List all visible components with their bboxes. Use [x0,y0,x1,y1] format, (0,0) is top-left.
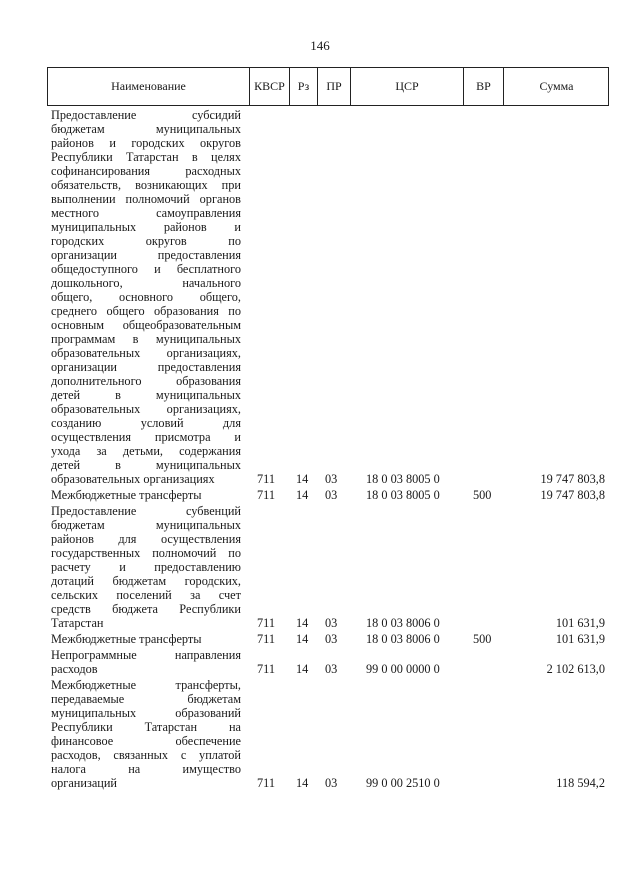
table-header [47,67,609,106]
row-name-line: обязательств, возникающих при [51,178,241,192]
row-name-line: Предоставление субвенций [51,504,241,518]
table-row [0,504,640,630]
row-pr: 03 [325,662,338,676]
table-row [0,648,640,676]
row-csr: 18 0 03 8006 0 [366,616,440,630]
header-name: Наименование [111,79,186,93]
row-name-line: Непрограммные направления [51,648,241,662]
row-name [51,632,241,646]
row-name-line: расчету и предоставлению [51,560,241,574]
table-row [0,108,640,486]
row-name-line: сельских поселений за счет [51,588,241,602]
row-kvsr: 711 [257,662,275,676]
row-pr: 03 [325,472,338,486]
row-csr: 99 0 00 0000 0 [366,662,440,676]
row-name-line: Межбюджетные трансферты, [51,678,241,692]
row-name-line: Республики Татарстан в целях [51,150,241,164]
row-name-line: Татарстан [51,616,104,630]
row-name-line: дополнительного образования [51,374,241,388]
row-name-line: программам в муниципальных [51,332,241,346]
row-vr: 500 [473,488,492,502]
row-vr: 500 [473,632,492,646]
row-name-line: образовательных организациях, [51,346,241,360]
row-rz: 14 [296,662,309,676]
row-kvsr: 711 [257,472,275,486]
row-name-line: расходов [51,662,98,676]
row-kvsr: 711 [257,488,275,502]
header-vr: ВР [463,68,503,105]
table-row [0,678,640,790]
row-name [51,504,241,630]
row-sum: 19 747 803,8 [540,472,605,486]
row-name [51,678,241,790]
row-name-line: местного самоуправления [51,206,241,220]
header-sum: Сумма [503,68,609,105]
table-row [0,488,640,502]
row-name-line: организации предоставления [51,248,241,262]
row-pr: 03 [325,616,338,630]
page-number: 146 [310,38,330,53]
row-name-line: передаваемые бюджетам [51,692,241,706]
row-name-line: дотаций бюджетам городских, [51,574,241,588]
row-sum: 101 631,9 [555,632,605,646]
row-rz: 14 [296,472,309,486]
row-csr: 99 0 00 2510 0 [366,776,440,790]
row-name-line: детей в муниципальных [51,388,241,402]
row-pr: 03 [325,632,338,646]
row-name-line: районов для осуществления [51,532,241,546]
header-csr: ЦСР [350,68,463,105]
row-name-line: выполнении полномочий органов [51,192,241,206]
row-name-line: образовательных организациях [51,472,215,486]
row-rz: 14 [296,776,309,790]
row-name-line: осуществления присмотра и [51,430,241,444]
header-kvsr: КВСР [249,68,289,105]
row-name-line: бюджетам муниципальных [51,518,241,532]
row-name-line: детей в муниципальных [51,458,241,472]
header-rz: Рз [289,68,317,105]
row-name-line: общего, основного общего, [51,290,241,304]
row-name [51,108,241,486]
row-name-line: бюджетам муниципальных [51,122,241,136]
header-pr: ПР [317,68,350,105]
row-name-line: районов и городских округов [51,136,241,150]
row-name-line: налога на имущество [51,762,241,776]
row-csr: 18 0 03 8005 0 [366,488,440,502]
row-name-line: созданию условий для [51,416,241,430]
row-name-line: финансовое обеспечение [51,734,241,748]
row-name-line: Межбюджетные трансферты [51,632,202,646]
row-name-line: Предоставление субсидий [51,108,241,122]
row-sum: 118 594,2 [556,776,605,790]
row-rz: 14 [296,632,309,646]
row-name-line: организации предоставления [51,360,241,374]
row-name-line: муниципальных районов и [51,220,241,234]
row-name-line: среднего общего образования по [51,304,241,318]
row-name-line: софинансирования расходных [51,164,241,178]
row-kvsr: 711 [257,776,275,790]
table-row [0,632,640,646]
row-kvsr: 711 [257,616,275,630]
row-name-line: основным общеобразовательным [51,318,241,332]
row-name-line: государственных полномочий по [51,546,241,560]
row-name-line: ухода за детьми, содержания [51,444,241,458]
row-name-line: расходов, связанных с уплатой [51,748,241,762]
row-sum: 2 102 613,0 [546,662,605,676]
row-name-line: средств бюджета Республики [51,602,241,616]
row-pr: 03 [325,776,338,790]
row-name-line: образовательных организациях, [51,402,241,416]
row-csr: 18 0 03 8005 0 [366,472,440,486]
row-kvsr: 711 [257,632,275,646]
row-name-line: муниципальных образований [51,706,241,720]
row-rz: 14 [296,616,309,630]
row-name [51,488,241,502]
row-pr: 03 [325,488,338,502]
row-sum: 101 631,9 [555,616,605,630]
row-name-line: дошкольного, начального [51,276,241,290]
row-csr: 18 0 03 8006 0 [366,632,440,646]
row-name-line: городских округов по [51,234,241,248]
row-name-line: Республики Татарстан на [51,720,241,734]
row-sum: 19 747 803,8 [540,488,605,502]
row-name-line: организаций [51,776,118,790]
row-name [51,648,241,676]
row-rz: 14 [296,488,309,502]
row-name-line: Межбюджетные трансферты [51,488,202,502]
row-name-line: общедоступного и бесплатного [51,262,241,276]
